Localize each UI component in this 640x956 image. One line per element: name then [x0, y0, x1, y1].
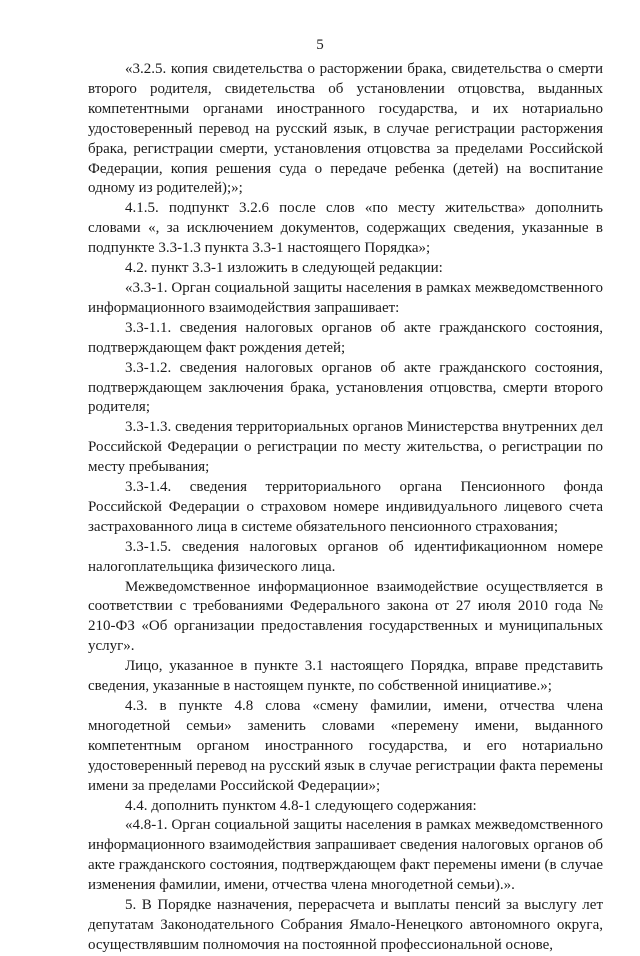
paragraph-3-2-5: «3.2.5. копия свидетельства о расторжении брака, свидетельства о смерти второго родителя, свидетельства об установлении отцовства, выданных компетентными органами иностранного государства, и их нотариально удостоверенный перевод на русский язык, в случае регистрации расторжения брака, регистрации смерти, установления отцовства за пределами Российской Федерации, копия решения суда о передаче ребенка (детей) на воспитание одному из родителей);»; — [88, 61, 603, 197]
paragraph-3-3-1-4: 3.3-1.4. сведения территориального органа Пенсионного фонда Российской Федерации о страховом номере индивидуального лицевого счета застрахованного лица в системе обязательного пенсионного страхования; — [88, 479, 603, 535]
paragraph-4-3: 4.3. в пункте 4.8 слова «смену фамилии, имени, отчества члена многодетной семьи» заменить словами «перемену имени, выданного компетентным органом иностранного государства, и его нотариально удостоверенный перевод на русский язык в случае регистрации факта перемены имени за пределами Российской Федерации»; — [88, 698, 603, 794]
paragraph-4-8-1: «4.8-1. Орган социальной защиты населения в рамках межведомственного информационного взаимодействия запрашивает сведения налоговых органов об акте гражданского состояния, подтверждающем факт перемены имени (в случае изменения фамилии, имени, отчества члена многодетной семьи).». — [88, 817, 603, 894]
document-body — [88, 60, 603, 956]
paragraph-3-3-1-2: 3.3-1.2. сведения налоговых органов об акте гражданского состояния, подтверждающем заключения брака, установления отцовства, смерти второго родителя; — [88, 359, 603, 416]
paragraph-4-2: 4.2. пункт 3.3-1 изложить в следующей редакции: — [125, 260, 443, 277]
paragraph-3-3-1-1: 3.3-1.1. сведения налоговых органов об акте гражданского состояния, подтверждающем факт рождения детей; — [88, 319, 603, 356]
paragraph-3-3-1-5: 3.3-1.5. сведения налоговых органов об идентификационном номере налогоплательщика физического лица. — [88, 538, 603, 575]
paragraph-4-1-5: 4.1.5. подпункт 3.2.6 после слов «по месту жительства» дополнить словами «, за исключением документов, содержащих сведения, указанные в подпункте 3.3-1.3 пункта 3.3-1 настоящего Порядка»; — [88, 200, 603, 257]
paragraph-3-3-1-3: 3.3-1.3. сведения территориальных органов Министерства внутренних дел Российской Федерации о регистрации по месту жительства, о регистрации по месту пребывания; — [88, 419, 603, 476]
paragraph-5: 5. В Порядке назначения, перерасчета и выплаты пенсий за выслугу лет депутатам Законодательного Собрания Ямало-Ненецкого автономного округа, осуществлявшим полномочия на постоянной профессиональной основе, — [88, 897, 603, 953]
paragraph-4-4: 4.4. дополнить пунктом 4.8-1 следующего содержания: — [125, 797, 477, 814]
page-number: 5 — [316, 37, 324, 53]
paragraph-interagency: Межведомственное информационное взаимодействие осуществляется в соответствии с требованиями Федерального закона от 27 июля 2010 года № 210-ФЗ «Об организации предоставления государственных и муниципальных услуг». — [88, 578, 603, 655]
paragraph-own-initiative: Лицо, указанное в пункте 3.1 настоящего Порядка, вправе представить сведения, указанные в настоящем пункте, по собственной инициативе.»; — [88, 658, 603, 695]
paragraph-3-3-1: «3.3-1. Орган социальной защиты населения в рамках межведомственного информационного взаимодействия запрашивает: — [88, 279, 603, 316]
